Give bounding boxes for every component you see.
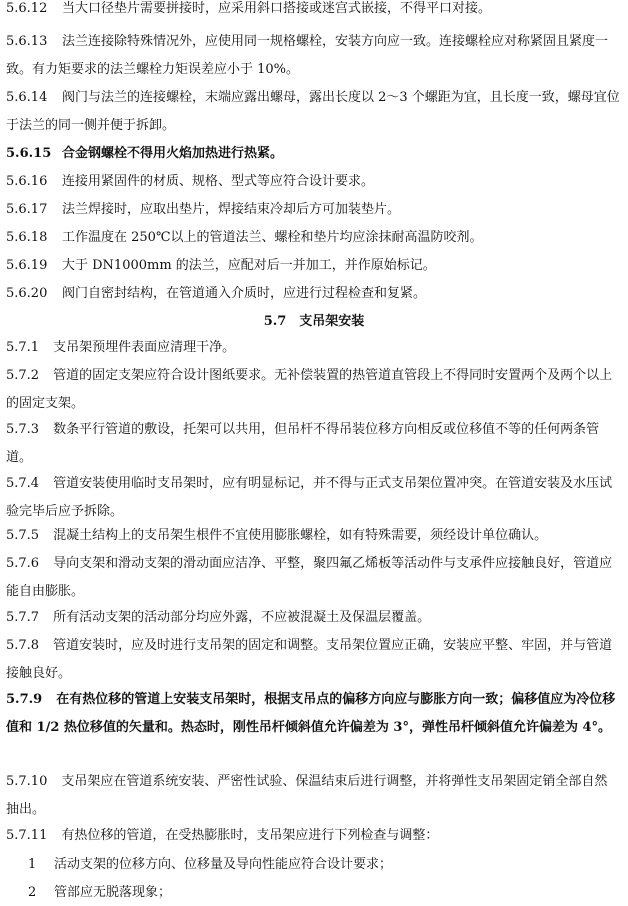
clause-number: 5.6.14 [6, 90, 48, 105]
clause-5-6-15 [6, 140, 620, 168]
section-heading: 5.7 支吊架安装 [263, 314, 365, 329]
clause-5-7-5 [6, 522, 620, 550]
sub-item-text: 管部应无脱落现象； [54, 885, 172, 900]
clause-text: 管道安装使用临时支吊架时，应有明显标记，并不得与正式支吊架位置冲突。在管道安装及水压试验完毕后应予拆除。 [6, 476, 613, 519]
sub-item-number: 1 [28, 857, 37, 872]
clause-text: 连接用紧固件的材质、规格、型式等应符合设计要求。 [62, 174, 375, 189]
clause-5-7-9 [6, 686, 620, 742]
clause-5-6-17 [6, 196, 620, 224]
clause-text: 工作温度在 250℃以上的管道法兰、螺栓和垫片均应涂抹耐高温防咬剂。 [62, 230, 483, 245]
clause-5-6-16 [6, 168, 620, 196]
clause-number: 5.6.20 [6, 286, 48, 301]
clause-text: 有热位移的管道，在受热膨胀时，支吊架应进行下列检查与调整： [61, 828, 439, 843]
clause-number: 5.7.7 [6, 610, 40, 625]
clause-text: 在有热位移的管道上安装支吊架时，根据支吊点的偏移方向应与膨胀方向一致；偏移值应为冷位移值和 1/2 热位移值的矢量和。热态时，刚性吊杆倾斜值允许偏差为 3°，弹性吊杆倾斜值允许偏差为 4°。 [6, 692, 616, 735]
clause-5-6-13 [6, 28, 620, 84]
clause-text: 大于 DN1000mm 的法兰，应配对后一并加工，并作原始标记。 [62, 258, 436, 273]
clause-5-7-8 [6, 632, 620, 688]
clause-text: 支吊架预埋件表面应清理干净。 [53, 340, 236, 355]
clause-number: 5.6.13 [6, 34, 48, 49]
clause-text: 管道的固定支架应符合设计图纸要求。无补偿装置的热管道直管段上不得同时安置两个及两个以上的固定支架。 [6, 368, 613, 411]
clause-5-7-3 [6, 416, 620, 472]
clause-number: 5.7.5 [6, 528, 40, 543]
clause-text: 法兰焊接时，应取出垫片，焊接结束冷却后方可加装垫片。 [62, 202, 401, 217]
clause-5-6-14 [6, 84, 620, 140]
clause-number: 5.7.3 [6, 422, 40, 437]
clause-5-6-20 [6, 280, 620, 308]
clause-5-7-10 [6, 768, 620, 824]
clause-5-7-1 [6, 334, 620, 362]
clause-5-7-11 [6, 822, 620, 850]
clause-5-6-19 [6, 252, 620, 280]
clause-number: 5.7.4 [6, 476, 40, 491]
clause-number: 5.7.9 [6, 692, 43, 707]
clause-text: 导向支架和滑动支架的滑动面应洁净、平整，聚四氟乙烯板等活动件与支承件应接触良好，管道应能自由膨胀。 [6, 556, 613, 599]
clause-5-6-12 [6, 0, 620, 23]
clause-number: 5.7.11 [6, 828, 48, 843]
sub-item-text: 活动支架的位移方向、位移量及导向性能应符合设计要求； [54, 857, 393, 872]
clause-number: 5.7.8 [6, 638, 40, 653]
clause-number: 5.7.10 [6, 774, 48, 789]
clause-number: 5.7.1 [6, 340, 40, 355]
clause-number: 5.6.12 [6, 1, 48, 16]
sub-item-2 [28, 880, 620, 906]
clause-text: 当大口径垫片需要拼接时，应采用斜口搭接或迷宫式嵌接，不得平口对接。 [62, 1, 492, 16]
clause-5-7-7 [6, 604, 620, 632]
sub-item-1 [28, 852, 620, 878]
clause-text: 阀门自密封结构，在管道通入介质时，应进行过程检查和复紧。 [62, 286, 427, 301]
clause-text: 管道安装时，应及时进行支吊架的固定和调整。支吊架位置应正确，安装应平整、牢固，并与管道接触良好。 [6, 638, 613, 681]
clause-number: 5.6.15 [6, 146, 52, 161]
clause-5-7-2 [6, 362, 620, 418]
clause-text: 合金钢螺栓不得用火焰加热进行热紧。 [62, 146, 284, 161]
clause-number: 5.6.19 [6, 258, 48, 273]
clause-number: 5.6.16 [6, 174, 48, 189]
clause-text: 混凝土结构上的支吊架生根件不宜使用膨胀螺栓，如有特殊需要，须经设计单位确认。 [53, 528, 548, 543]
clause-text: 数条平行管道的敷设，托架可以共用，但吊杆不得吊装位移方向相反或位移值不等的任何两条管道。 [6, 422, 600, 465]
clause-number: 5.6.17 [6, 202, 48, 217]
clause-text: 法兰连接除特殊情况外，应使用同一规格螺栓，安装方向应一致。连接螺栓应对称紧固且紧度一致。有力矩要求的法兰螺栓力矩误差应小于 10%。 [6, 34, 609, 77]
clause-text: 所有活动支架的活动部分均应外露，不应被混凝土及保温层覆盖。 [53, 610, 431, 625]
clause-text: 阀门与法兰的连接螺栓，末端应露出螺母，露出长度以 2～3 个螺距为宜，且长度一致，螺母宜位于法兰的同一侧并便于拆卸。 [6, 90, 620, 133]
clause-number: 5.7.6 [6, 556, 40, 571]
clause-number: 5.7.2 [6, 368, 40, 383]
clause-5-6-18 [6, 224, 620, 252]
sub-item-number: 2 [28, 885, 37, 900]
clause-text: 支吊架应在管道系统安装、严密性试验、保温结束后进行调整，并将弹性支吊架固定销全部自然抽出。 [6, 774, 608, 817]
clause-5-7-6 [6, 550, 620, 606]
clause-5-7-4 [6, 470, 620, 526]
clause-number: 5.6.18 [6, 230, 48, 245]
